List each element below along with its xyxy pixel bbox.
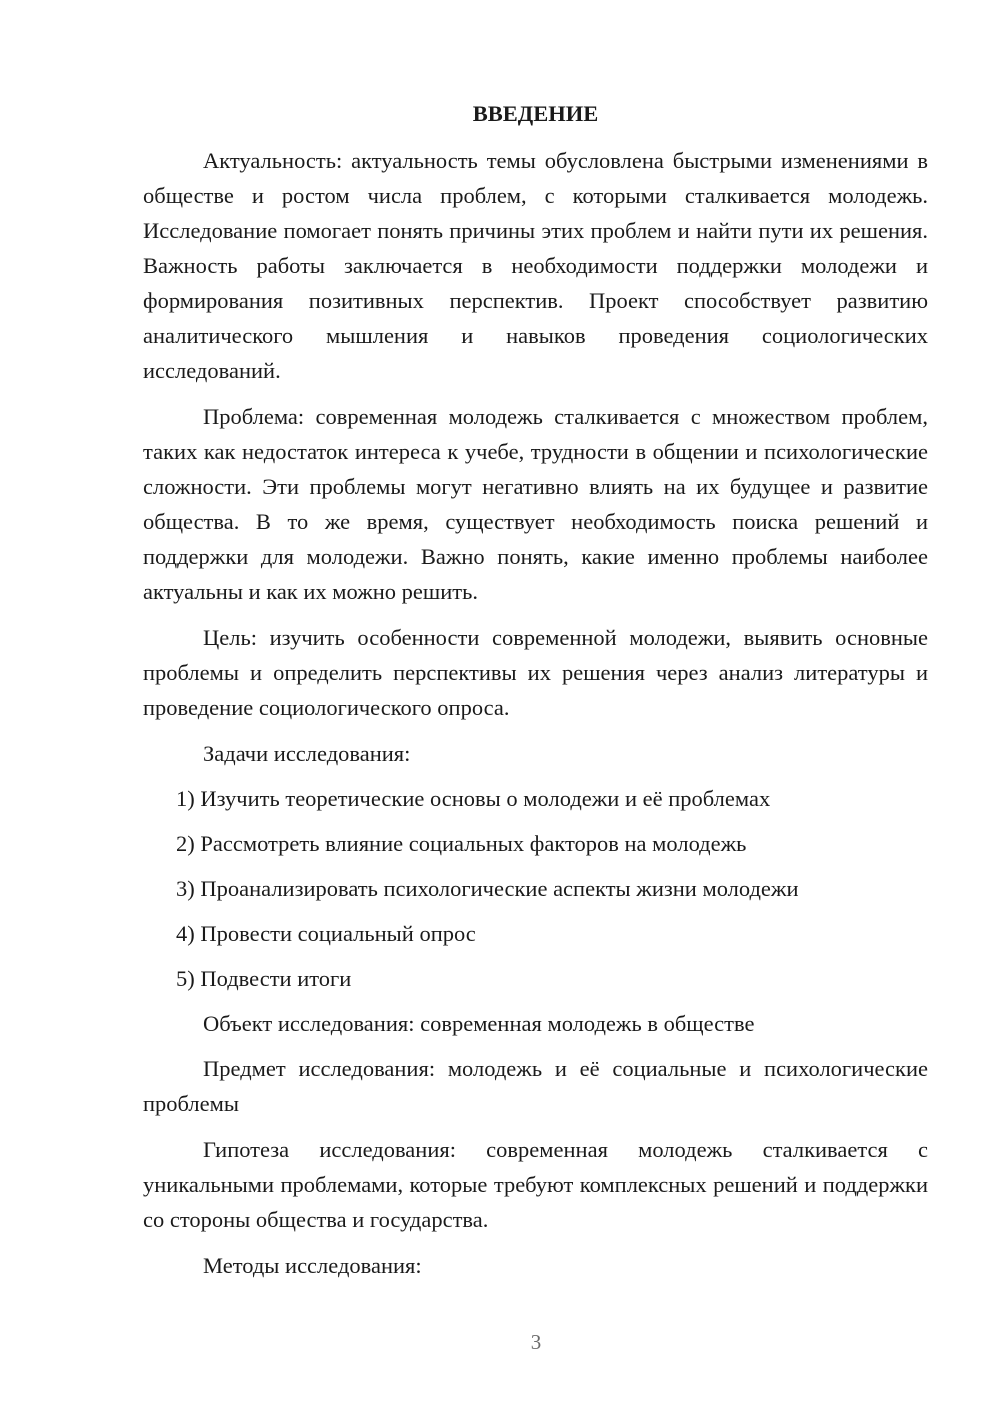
object-paragraph: Объект исследования: современная молодежь в обществе <box>203 1011 755 1036</box>
list-item: 5) Подвести итоги <box>176 966 352 991</box>
tasks-list <box>143 781 928 996</box>
goal-paragraph: Цель: изучить особенности современной молодежи, выявить основные проблемы и определить перспективы их решения через анализ литературы и проведение социологического опроса. <box>143 625 928 720</box>
list-item: 1) Изучить теоретические основы о молодежи и её проблемах <box>176 786 771 811</box>
tasks-heading: Задачи исследования: <box>203 741 411 766</box>
page-title: ВВЕДЕНИЕ <box>472 101 599 126</box>
list-item: 2) Рассмотреть влияние социальных факторов на молодежь <box>176 831 747 856</box>
problem-paragraph: Проблема: современная молодежь сталкивается с множеством проблем, таких как недостаток интереса к учебе, трудности в общении и психологические сложности. Эти проблемы могут негативно влиять на их будущее и развитие общества. В то же время, существует необходимость поиска решений и поддержки для молодежи. Важно понять, какие именно проблемы наиболее актуальны и как их можно решить. <box>143 404 928 604</box>
hypothesis-paragraph: Гипотеза исследования: современная молодежь сталкивается с уникальными проблемами, которые требуют комплексных решений и поддержки со стороны общества и государства. <box>143 1137 928 1232</box>
page-content <box>143 96 928 1293</box>
list-item: 4) Провести социальный опрос <box>176 921 476 946</box>
subject-paragraph: Предмет исследования: молодежь и её социальные и психологические проблемы <box>143 1056 928 1116</box>
methods-heading: Методы исследования: <box>203 1253 422 1278</box>
list-item: 3) Проанализировать психологические аспекты жизни молодежи <box>176 876 799 901</box>
relevance-paragraph: Актуальность: актуальность темы обусловлена быстрыми изменениями в обществе и ростом числа проблем, с которыми сталкивается молодежь. Исследование помогает понять причины этих проблем и найти пути их решения. Важность работы заключается в необходимости поддержки молодежи и формирования позитивных перспектив. Проект способствует развитию аналитического мышления и навыков проведения социологических исследований. <box>143 148 928 383</box>
page-number: 3 <box>530 1330 542 1354</box>
